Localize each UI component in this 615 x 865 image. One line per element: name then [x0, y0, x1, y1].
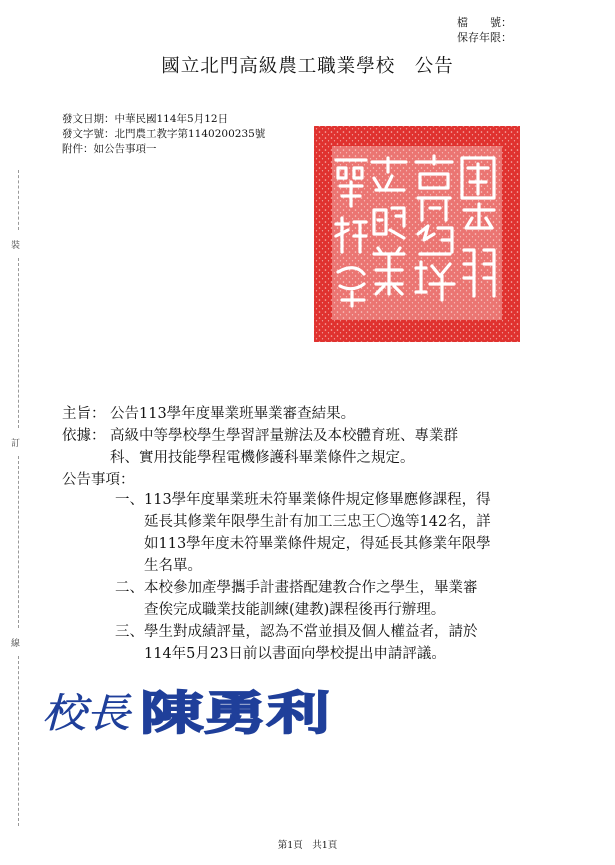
item-line: 如113學年度未符畢業條件規定，得延長其修業年限學 — [144, 536, 491, 552]
principal-signature — [40, 683, 340, 739]
item-marker: 三、 — [115, 624, 144, 640]
file-number-label: 檔 號： — [457, 16, 512, 29]
item-line: 本校參加產學攜手計畫搭配建教合作之學生，畢業審 — [144, 580, 478, 596]
official-seal — [312, 124, 522, 344]
item-marker: 一、 — [115, 492, 144, 508]
item-line: 113學年度畢業班未符畢業條件規定修畢應修課程，得 — [144, 492, 491, 508]
issue-date: 發文日期：中華民國114年5月12日 — [62, 113, 229, 125]
item-line: 學生對成績評量，認為不當並損及個人權益者，請於 — [144, 624, 478, 640]
binding-mark-ding: 訂 — [11, 439, 21, 449]
items-label: 公告事項： — [62, 472, 135, 488]
basis-label: 依據： — [62, 428, 106, 444]
basis-line: 高級中等學校學生學習評量辦法及本校體育班、專業群 — [110, 428, 458, 444]
retention-period-label: 保存年限： — [457, 31, 512, 44]
binding-mark-zhuang: 裝 — [11, 241, 21, 251]
item-line: 延長其修業年限學生計有加工三忠王〇逸等142名，詳 — [144, 514, 491, 530]
binding-dash-3 — [18, 456, 20, 628]
binding-dash-2 — [18, 258, 20, 428]
item-line: 查俟完成職業技能訓練(建教)課程後再行辦理。 — [144, 602, 446, 618]
item-line: 114年5月23日前以書面向學校提出申請評議。 — [144, 646, 446, 662]
document-title: 國立北門高級農工職業學校 公告 — [161, 56, 454, 77]
subject-label: 主旨： — [62, 406, 106, 422]
item-line: 生名單。 — [144, 558, 202, 574]
svg-text:陳勇利: 陳勇利 — [140, 686, 330, 739]
binding-dash-1 — [18, 170, 20, 230]
document-reference-number: 發文字號：北門農工教字第1140200235號 — [62, 128, 266, 140]
page-number: 第1頁 共1頁 — [277, 840, 338, 851]
subject-text: 公告113學年度畢業班畢業審查結果。 — [110, 406, 356, 422]
binding-dash-4 — [18, 656, 20, 826]
attachment-note: 附件：如公告事項一 — [62, 143, 157, 155]
basis-line: 科、實用技能學程電機修護科畢業條件之規定。 — [110, 450, 415, 466]
binding-mark-xian: 線 — [11, 639, 21, 649]
svg-text:校長: 校長 — [42, 691, 133, 737]
item-marker: 二、 — [115, 580, 144, 596]
